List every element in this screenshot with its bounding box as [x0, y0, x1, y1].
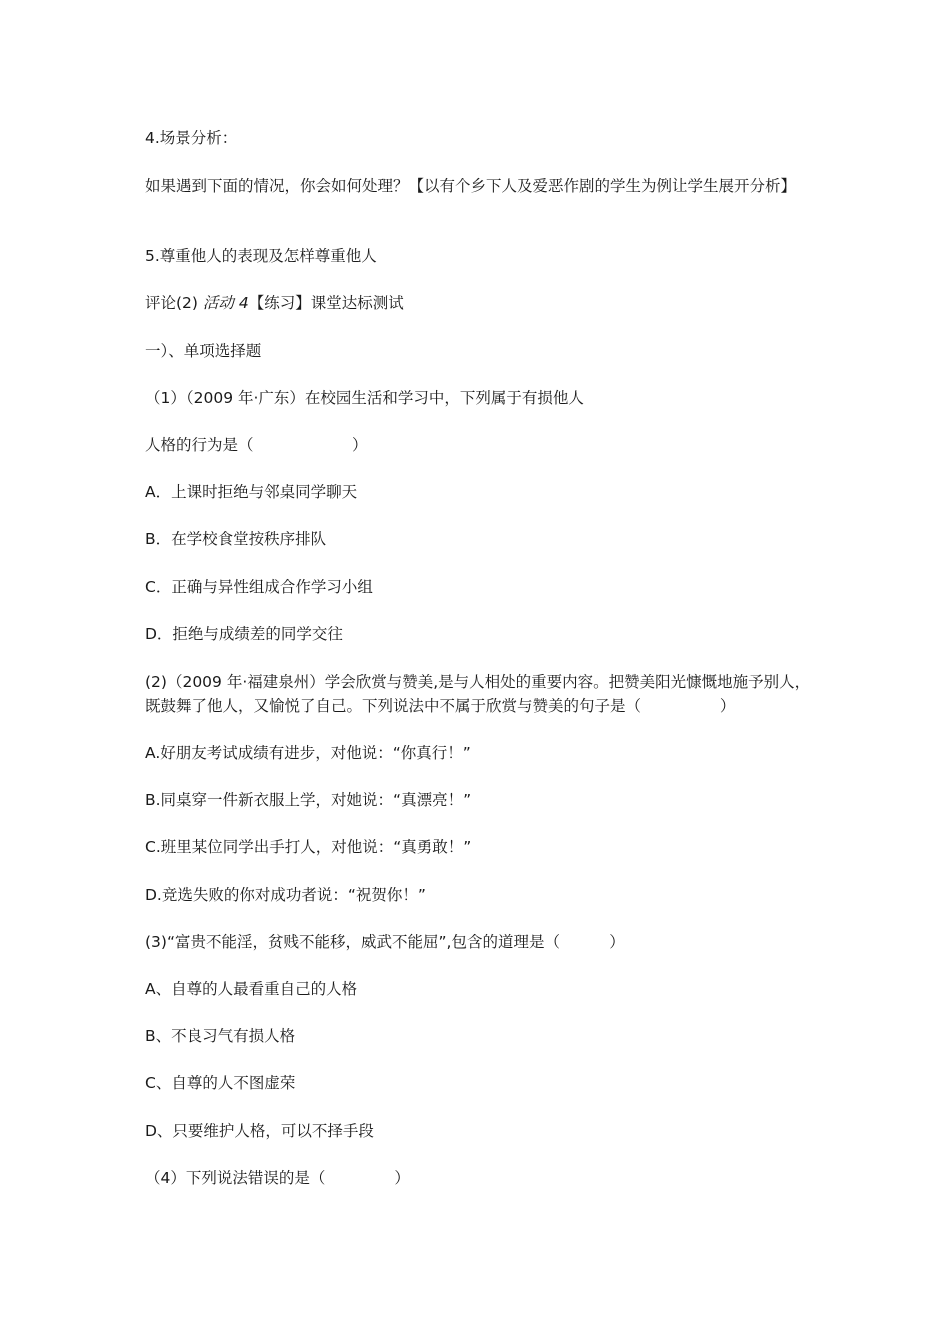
- question-1-option-b: B．在学校食堂按秩序排队: [145, 530, 327, 548]
- situation-paragraph: 如果遇到下面的情况，你会如何处理？【以有个乡下人及爱恶作剧的学生为例让学生展开分析】: [145, 177, 797, 195]
- question-1-option-a: A．上课时拒绝与邻桌同学聊天: [145, 483, 358, 501]
- question-3-stem: (3)“富贵不能淫，贫贱不能移，威武不能屈”,包含的道理是（ ）: [145, 933, 625, 951]
- question-1-stem-line-1: （1）（2009 年·广东）在校园生活和学习中，下列属于有损他人: [145, 389, 584, 407]
- activity-title: [145, 291, 815, 315]
- question-2-option-d: D.竞选失败的你对成功者说：“祝贺你！”: [145, 886, 426, 904]
- question-1-option-c: C．正确与异性组成合作学习小组: [145, 578, 373, 596]
- section-heading-5: 5.尊重他人的表现及怎样尊重他人: [145, 247, 377, 265]
- question-2-stem: (2)（2009 年·福建泉州）学会欣赏与赞美,是与人相处的重要内容。把赞美阳光慷慨地施予别人，既鼓舞了他人，又愉悦了自己。下列说法中不属于欣赏与赞美的句子是（ ）: [145, 673, 811, 715]
- question-3-option-a: A、自尊的人最看重自己的人格: [145, 980, 358, 998]
- question-2-option-b: B.同桌穿一件新衣服上学，对她说：“真漂亮！”: [145, 791, 472, 809]
- section-heading-4: 4.场景分析：: [145, 129, 238, 147]
- question-4-stem: （4）下列说法错误的是（ ）: [145, 1169, 410, 1187]
- question-3-option-d: D、只要维护人格，可以不择手段: [145, 1122, 374, 1140]
- question-2-option-a: A.好朋友考试成绩有进步，对他说：“你真行！”: [145, 744, 471, 762]
- activity-label: 活动 4: [202, 294, 249, 312]
- question-1-stem-line-2: 人格的行为是（ ）: [145, 436, 368, 454]
- question-1-option-d: D．拒绝与成绩差的同学交往: [145, 625, 343, 643]
- activity-prefix: 评论(2): [145, 294, 203, 312]
- question-3-option-b: B、不良习气有损人格: [145, 1027, 296, 1045]
- section-title: 一）、单项选择题: [145, 342, 262, 360]
- activity-suffix: 【练习】课堂达标测试: [248, 294, 404, 312]
- question-2-option-c: C.班里某位同学出手打人，对他说：“真勇敢！”: [145, 838, 472, 856]
- question-3-option-c: C、自尊的人不图虚荣: [145, 1074, 296, 1092]
